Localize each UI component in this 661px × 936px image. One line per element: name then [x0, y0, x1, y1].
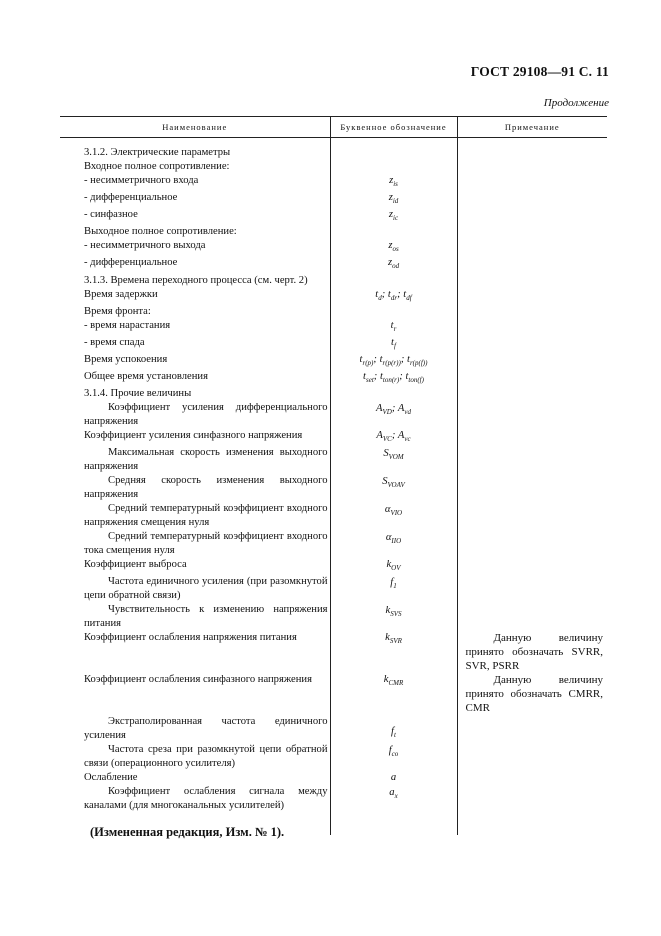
parameter-name: - несимметричного выхода [84, 240, 206, 252]
parameter-symbol: $S_{VOAV}$ [330, 474, 457, 502]
parameter-note [457, 208, 607, 225]
table-row [60, 558, 607, 575]
table-header-row [60, 117, 607, 138]
parameter-name: Средний температурный коэффициент входного тока смещения нуля [84, 531, 328, 557]
parameter-name: Средний температурный коэффициент входного напряжения смещения нуля [84, 503, 328, 529]
parameter-note [457, 743, 607, 771]
table-row [60, 715, 607, 743]
parameter-note [457, 715, 607, 743]
table-row [60, 387, 607, 401]
parameter-symbol: $a_x$ [330, 785, 457, 813]
parameter-symbol: $k_{CMR}$ [330, 673, 457, 715]
parameter-note: Данную величину принято обозначать CMRR, CMR [457, 673, 607, 715]
parameter-note [457, 401, 607, 429]
parameter-note [457, 446, 607, 474]
parameter-symbol: $t_d$; $t_{dr}$; $t_{df}$ [330, 288, 457, 305]
table-row [60, 785, 607, 813]
column-header-symbol: Буквенное обозначение [330, 117, 457, 138]
parameter-name: Коэффициент усиления дифференциального напряжения [84, 402, 328, 428]
parameter-symbol: $z_{os}$ [330, 239, 457, 256]
parameter-name: Входное полное сопротивление: [84, 161, 230, 172]
parameter-symbol [330, 387, 457, 401]
table-row [60, 256, 607, 273]
amendment-note: (Измененная редакция, Изм. № 1). [90, 825, 285, 839]
parameter-symbol [330, 274, 457, 288]
parameter-name: 3.1.3. Времена переходного процесса (см. черт. 2) [84, 274, 308, 286]
parameter-note [457, 785, 607, 813]
table-row [60, 319, 607, 336]
parameter-note [457, 502, 607, 530]
parameter-symbol [330, 160, 457, 174]
parameter-name: Коэффициент ослабления сигнала между каналами (для многоканальных усилителей) [84, 786, 328, 812]
table-row [60, 575, 607, 603]
parameter-name: Частота среза при разомкнутой цепи обратной связи (операционного усилителя) [84, 744, 328, 770]
parameter-name: Средняя скорость изменения выходного напряжения [84, 475, 328, 501]
parameter-name: 3.1.4. Прочие величины [84, 388, 192, 400]
parameter-symbol: $f_1$ [330, 575, 457, 603]
parameter-name: - время спада [84, 336, 145, 348]
table-row [60, 673, 607, 715]
parameters-table [60, 116, 607, 835]
parameter-note [457, 225, 607, 239]
table-row [60, 336, 607, 353]
table-row [60, 771, 607, 785]
parameter-name: Время успокоения [84, 353, 168, 365]
parameter-name: Время фронта: [84, 305, 151, 317]
parameter-note: Данную величину принято обозначать SVRR, SVR, PSRR [457, 631, 607, 673]
table-row [60, 208, 607, 225]
table-row [60, 370, 607, 387]
parameter-symbol [330, 305, 457, 319]
table-row [60, 160, 607, 174]
parameter-symbol [330, 146, 457, 160]
parameter-symbol: $t_f$ [330, 336, 457, 353]
parameter-name: Частота единичного усиления (при разомкнутой цепи обратной связи) [84, 576, 328, 602]
table-row [60, 631, 607, 673]
parameter-symbol: $S_{VOM}$ [330, 446, 457, 474]
parameter-symbol: $k_{OV}$ [330, 558, 457, 575]
parameter-note [457, 370, 607, 387]
table-row [60, 274, 607, 288]
parameter-note [457, 319, 607, 336]
table-row [60, 530, 607, 558]
parameter-name: Время задержки [84, 288, 158, 300]
parameter-name: Ослабление [84, 772, 138, 784]
parameter-note [457, 387, 607, 401]
table-row [60, 305, 607, 319]
parameter-name: Коэффициент выброса [84, 559, 187, 571]
parameter-note [457, 288, 607, 305]
parameter-note [457, 603, 607, 631]
parameter-name: - дифференциальное [84, 257, 178, 269]
parameter-note [457, 336, 607, 353]
parameter-symbol: $t_{set}$; $t_{ton(r)}$; $t_{ton(f)}$ [330, 370, 457, 387]
parameter-symbol [330, 225, 457, 239]
parameter-name: Коэффициент ослабления напряжения питания [84, 632, 297, 644]
parameter-symbol: a [330, 771, 457, 785]
parameter-name: Выходное полное сопротивление: [84, 226, 237, 238]
parameter-note [457, 256, 607, 273]
parameter-name: - время нарастания [84, 319, 171, 331]
parameter-symbol: $f_{co}$ [330, 743, 457, 771]
column-header-note: Примечание [457, 117, 607, 138]
parameter-note [457, 771, 607, 785]
table-row [60, 191, 607, 208]
parameter-symbol: $A_{VD}$; $A_{vd}$ [330, 401, 457, 429]
parameter-symbol: $z_{id}$ [330, 191, 457, 208]
parameter-note [457, 558, 607, 575]
parameter-name: Коэффициент ослабления синфазного напряжения [84, 674, 312, 686]
parameter-note [457, 429, 607, 446]
table-row [60, 446, 607, 474]
parameter-symbol: $k_{SVS}$ [330, 603, 457, 631]
column-header-name: Наименование [60, 117, 330, 138]
parameter-note [457, 575, 607, 603]
parameter-note [457, 146, 607, 160]
parameter-symbol: $t_r$ [330, 319, 457, 336]
parameter-symbol: $A_{VC}$; $A_{vc}$ [330, 429, 457, 446]
parameter-note [457, 174, 607, 191]
table-row [60, 174, 607, 191]
parameter-note [457, 239, 607, 256]
table-row [60, 743, 607, 771]
table-row [60, 474, 607, 502]
parameter-note [457, 305, 607, 319]
parameter-symbol: $z_{od}$ [330, 256, 457, 273]
parameter-symbol: $k_{SVR}$ [330, 631, 457, 673]
table-row [60, 146, 607, 160]
parameter-note [457, 353, 607, 370]
parameter-name: 3.1.2. Электрические параметры [84, 147, 231, 158]
parameter-note [457, 160, 607, 174]
table-row [60, 603, 607, 631]
parameter-symbol: $\alpha_{VIO}$ [330, 502, 457, 530]
parameter-note [457, 274, 607, 288]
parameter-name: Чувствительность к изменению напряжения питания [84, 604, 328, 630]
parameter-symbol: $f_t$ [330, 715, 457, 743]
parameter-name: Максимальная скорость изменения выходного напряжения [84, 447, 328, 473]
parameter-name: - синфазное [84, 209, 138, 221]
parameter-name: - несимметричного входа [84, 175, 199, 186]
parameter-name: Экстраполированная частота единичного усиления [84, 716, 328, 742]
parameter-note [457, 530, 607, 558]
parameter-note [457, 191, 607, 208]
continuation-label: Продолжение [543, 97, 609, 109]
table-row [60, 239, 607, 256]
parameter-name: Общее время установления [84, 370, 208, 382]
parameter-symbol: $z_{is}$ [330, 174, 457, 191]
table-row [60, 502, 607, 530]
parameter-name: Коэффициент усиления синфазного напряжения [84, 430, 303, 442]
table-row [60, 401, 607, 429]
parameter-symbol: $\alpha_{IIO}$ [330, 530, 457, 558]
table-row [60, 225, 607, 239]
parameter-name: - дифференциальное [84, 192, 178, 204]
parameter-note [457, 474, 607, 502]
parameter-symbol: $z_{ic}$ [330, 208, 457, 225]
page-header: ГОСТ 29108—91 С. 11 [470, 64, 609, 79]
parameter-symbol: $t_{r(p)}$; $t_{r(p(r))}$; $t_{r(p(f))}$ [330, 353, 457, 370]
table-row [60, 288, 607, 305]
table-row [60, 353, 607, 370]
table-row [60, 429, 607, 446]
